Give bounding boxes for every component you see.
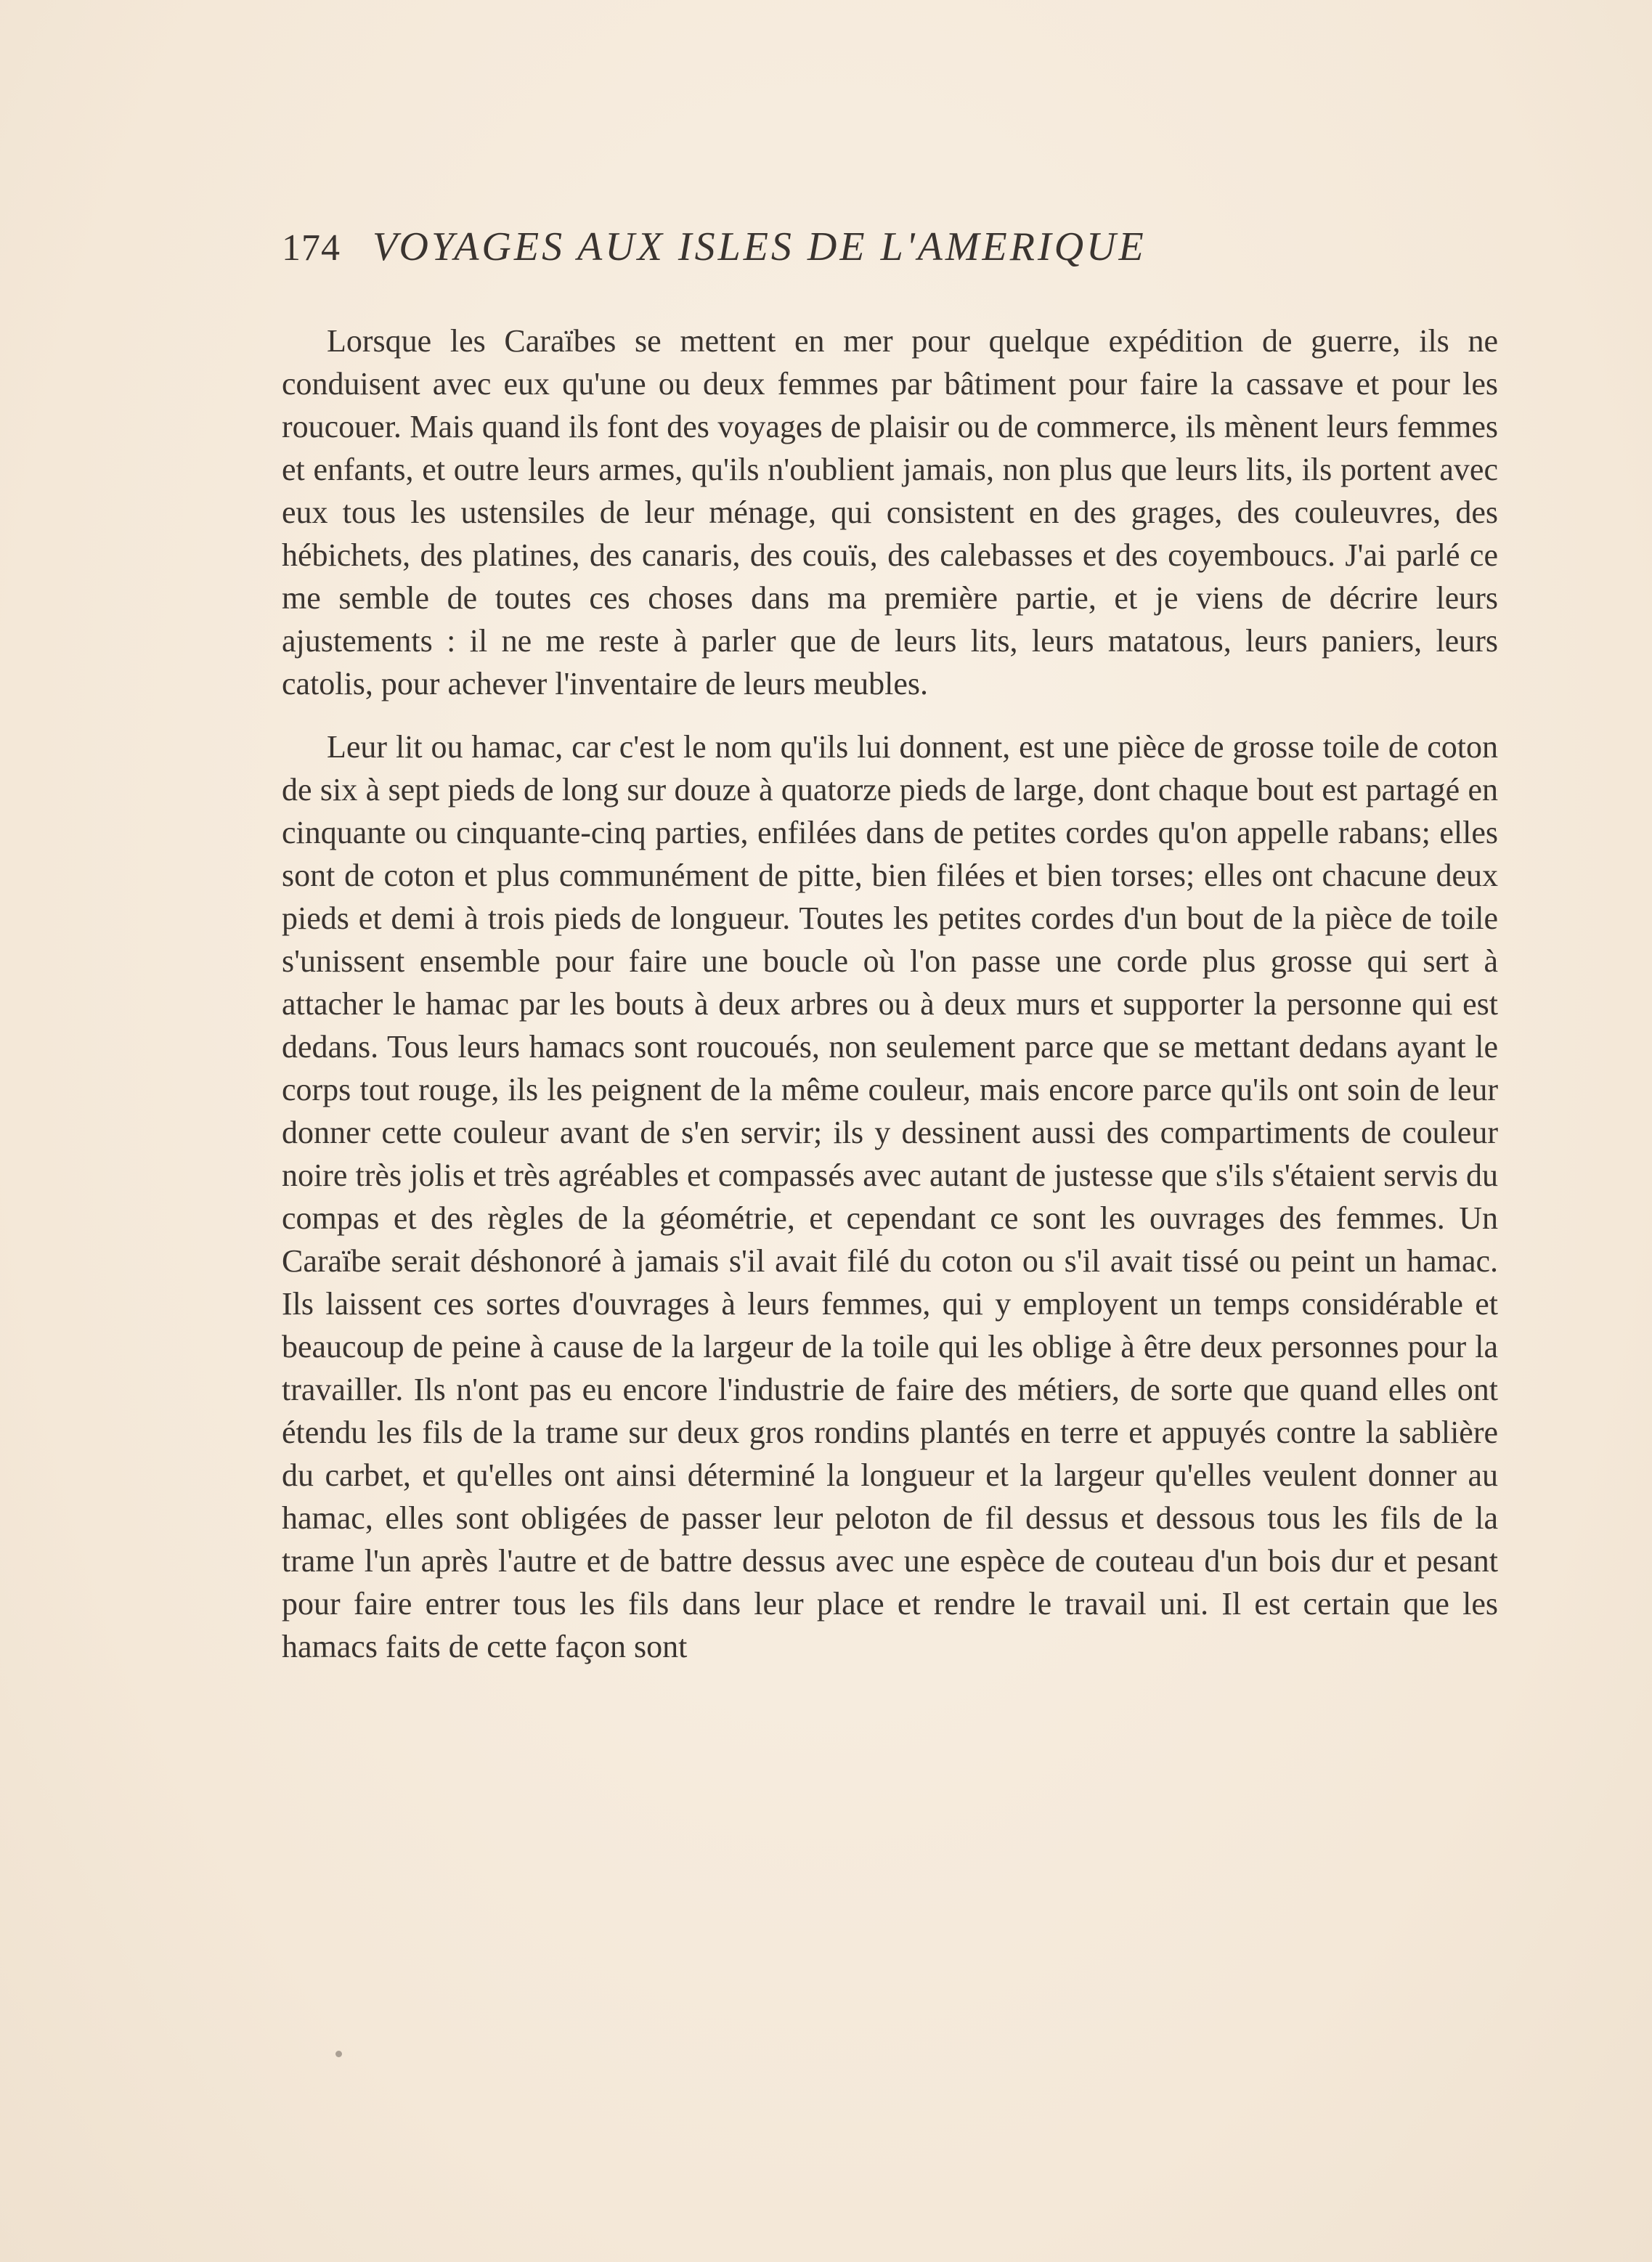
running-title: VOYAGES AUX ISLES DE L'AMERIQUE bbox=[373, 224, 1147, 269]
page-number: 174 bbox=[282, 227, 341, 269]
running-head bbox=[282, 218, 1509, 276]
paragraph: Leur lit ou hamac, car c'est le nom qu'ils lui donnent, est une pièce de grosse toile de coton de six à sept pieds de long sur douze à quatorze pieds de large, dont chaque bout est partagé en cinquante ou cinquante-cinq parties, enfilées dans de petites cordes qu'on appelle rabans; elles sont de coton et plus communément de pitte, bien filées et bien torses; elles ont chacune deux pieds et demi à trois pieds de longueur. Toutes les petites cordes d'un bout de la pièce de toile s'unissent ensemble pour faire une boucle où l'on passe une corde plus grosse qui sert à attacher le hamac par les bouts à deux arbres ou à deux murs et supporter la personne qui est dedans. Tous leurs hamacs sont roucoués, non seulement parce que se mettant dedans ayant le corps tout rouge, ils les peignent de la même couleur, mais encore parce qu'ils ont soin de leur donner cette couleur avant de s'en servir; ils y dessinent aussi des compartiments de couleur noire très jolis et très agréables et compassés avec autant de justesse que s'ils s'étaient servis du compas et des règles de la géométrie, et cependant ce sont les ouvrages des femmes. Un Caraïbe serait déshonoré à jamais s'il avait filé du coton ou s'il avait tissé ou peint un hamac. Ils laissent ces sortes d'ouvrages à leurs femmes, qui y employent un temps considérable et beaucoup de peine à cause de la largeur de la toile qui les oblige à être deux personnes pour la travailler. Ils n'ont pas eu encore l'industrie de faire des métiers, de sorte que quand elles ont étendu les fils de la trame sur deux gros rondins plantés en terre et appuyés contre la sablière du carbet, et qu'elles ont ainsi déterminé la longueur et la largeur qu'elles veulent donner au hamac, elles sont obligées de passer leur peloton de fil dessus et dessous tous les fils de la trame l'un après l'autre et de battre dessus avec une espèce de couteau d'un bois dur et pesant pour faire entrer tous les fils dans leur place et rendre le travail uni. Il est certain que les hamacs faits de cette façon sont bbox=[282, 729, 1498, 1664]
paper-speck bbox=[335, 2051, 342, 2057]
paragraph: Lorsque les Caraïbes se mettent en mer pour quelque expédition de guerre, ils ne conduisent avec eux qu'une ou deux femmes par bâtiment pour faire la cassave et pour les roucouer. Mais quand ils font des voyages de plaisir ou de commerce, ils mènent leurs femmes et enfants, et outre leurs armes, qu'ils n'oublient jamais, non plus que leurs lits, ils portent avec eux tous les ustensiles de leur ménage, qui consistent en des grages, des couleuvres, des hébichets, des platines, des canaris, des couïs, des calebasses et des coyemboucs. J'ai parlé ce me semble de toutes ces choses dans ma première partie, et je viens de décrire leurs ajustements : il ne me reste à parler que de leurs lits, leurs matatous, leurs paniers, leurs catolis, pour achever l'inventaire de leurs meubles. bbox=[282, 323, 1498, 701]
body-text bbox=[282, 320, 1498, 1668]
